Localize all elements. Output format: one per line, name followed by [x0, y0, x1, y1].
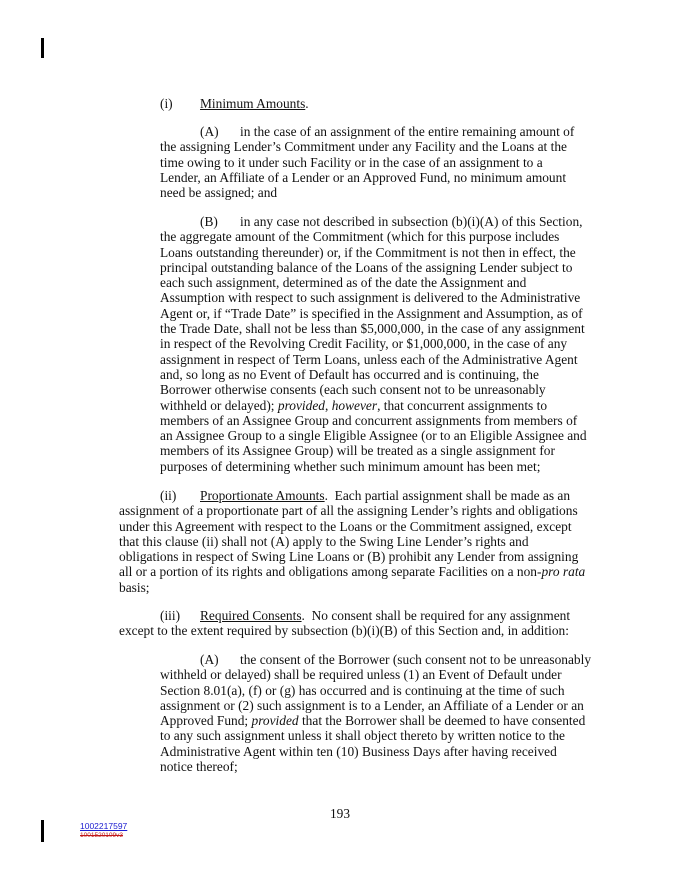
revision-bar-top — [41, 38, 44, 58]
section-i-title: Minimum Amounts — [200, 96, 306, 111]
para-b1-label: (B) — [200, 214, 218, 229]
section-iii: (iii) Required Consents. No consent shall be required for any assignment except to the extent required by subsection (b)(i)(B) of this Section and, in addition: — [119, 608, 571, 639]
section-ii: (ii) Proportionate Amounts. Each partial assignment shall be made as an assignment of a proportionate part of all the assigning Lender’s rights and obligations under this Agreement with respect to the Loans or the Commitment assigned, except that this clause (ii) shall not (A) apply to the Swing Line Lender’s rights and obligations in respect of Swing Line Loans or (B) prohibit any Lender from assigning all or a portion of its rights and obligations among separate Facilities on a non-pro rata basis; — [119, 488, 586, 595]
page-number: 193 — [329, 806, 351, 821]
section-ii-title: Proportionate Amounts — [200, 488, 325, 503]
revision-bar-bottom — [41, 820, 44, 842]
paragraph-b1: (B) in any case not described in subsection (b)(i)(A) of this Section, the aggregate amount of the Commitment (which for this purpose includes Loans outstanding thereunder) or, if the Commitment is not then in effect, the principal outstanding balance of the Loans of the assigning Lender subject to each such assignment, determined as of the date the Assignment and Assumption with respect to such assignment is delivered to the Administrative Agent or, if “Trade Date” is specified in the Assignment and Assumption, as of the Trade Date, shall not be less than $5,000,000, in the case of any assignment in respect of the Revolving Credit Facility, or $1,000,000, in the case of any assignment in respect of Term Loans, unless each of the Administrative Agent and, so long as no Event of Default has occurred and is continuing, the Borrower otherwise consents (each such consent not to be unreasonably withheld or delayed); provided, however, that concurrent assignments to members of an Assignee Group and concurrent assignments from members of an Assignee Group to a single Eligible Assignee (or to an Eligible Assignee and members of its Assignee Group) will be treated as a single assignment for purposes of determining whether such minimum amount has been met; — [160, 214, 587, 474]
section-iii-label: (iii) — [160, 608, 181, 623]
paragraph-a1: (A) in the case of an assignment of the entire remaining amount of the assigning Lender’s Commitment under any Facility and the Loans at the time owing to it under such Facility or in the case of an assignment to a Lender, an Affiliate of a Lender or an Approved Fund, no minimum amount need be assigned; and — [160, 124, 575, 201]
para-a2-label: (A) — [200, 652, 219, 667]
previous-document-id: 1001520109v3 — [80, 832, 124, 839]
section-i-heading: (i) Minimum Amounts. — [160, 96, 309, 111]
section-iii-title: Required Consents — [200, 608, 302, 623]
para-a1-label: (A) — [200, 124, 219, 139]
section-ii-label: (ii) — [160, 488, 177, 503]
section-i-label: (i) — [160, 96, 173, 111]
paragraph-a2: (A) the consent of the Borrower (such consent not to be unreasonably withheld or delayed) shall be required unless (1) an Event of Default under Section 8.01(a), (f) or (g) has occurred and is continuing at the time of such assignment or (2) such assignment is to a Lender, an Affiliate of a Lender or an Approved Fund; provided that the Borrower shall be deemed to have consented to any such assignment unless it shall object thereto by written notice to the Administrative Agent within ten (10) Business Days after having received notice thereof; — [160, 652, 592, 775]
document-id: 1002217597 — [80, 821, 128, 831]
